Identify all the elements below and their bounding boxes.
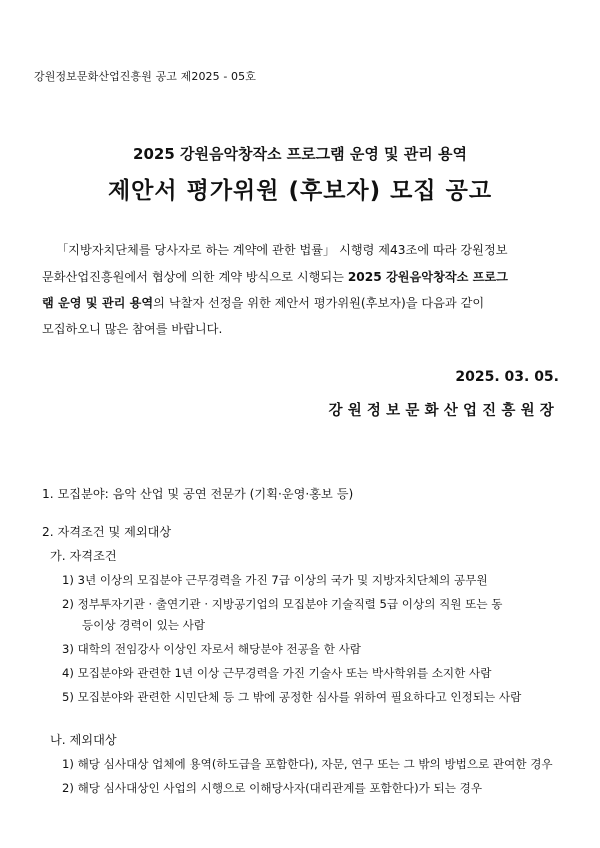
intro-line-1: 「지방자치단체를 당사자로 하는 계약에 관한 법률」 시행령 제43조에 따라 강원정보 (56, 243, 508, 257)
qualification-item-2: 2) 정부투자기관 · 출연기관 · 지방공기업의 모집분야 기술직렬 5급 이상의 직원 또는 동 (62, 597, 503, 611)
intro-line-4: 모집하오니 많은 참여를 바랍니다. (42, 322, 223, 336)
section-2-heading: 2. 자격조건 및 제외대상 (42, 525, 172, 539)
notice-title-line1: 2025 강원음악창작소 프로그램 운영 및 관리 용역 (133, 145, 467, 163)
qualification-item-4: 4) 모집분야와 관련한 1년 이상 근무경력을 가진 기술사 또는 박사학위를 소지한 사람 (62, 666, 492, 680)
intro-line-3-text: 의 낙찰자 선정을 위한 제안서 평가위원(후보자)을 다음과 같이 (153, 296, 485, 310)
subsection-qualifications: 가. 자격조건 (50, 549, 117, 563)
notice-number: 강원정보문화산업진흥원 공고 제2025 - 05호 (34, 70, 256, 83)
qualification-item-3: 3) 대학의 전임강사 이상인 자로서 해당분야 전공을 한 사람 (62, 642, 361, 656)
exclusion-item-1: 1) 해당 심사대상 업체에 용역(하도급을 포함한다), 자문, 연구 또는 그 밖의 방법으로 관여한 경우 (62, 757, 553, 771)
qualification-item-5: 5) 모집분야와 관련한 시민단체 등 그 밖에 공정한 심사를 위하여 필요하다고 인정되는 사람 (62, 690, 522, 704)
intro-line-3-bold: 램 운영 및 관리 용역 (42, 296, 154, 310)
qualification-item-2-cont: 등이상 경력이 있는 사람 (82, 618, 206, 632)
intro-line-2 (42, 268, 562, 285)
notice-date: 2025. 03. 05. (455, 369, 559, 385)
notice-title-line2: 제안서 평가위원 (후보자) 모집 공고 (107, 178, 493, 204)
subsection-exclusions: 나. 제외대상 (50, 733, 117, 747)
intro-line-2-text: 문화산업진흥원에서 협상에 의한 계약 방식으로 시행되는 (42, 270, 348, 284)
exclusion-item-2: 2) 해당 심사대상인 사업의 시행으로 이해당사자(대리관계를 포함한다)가 되는 경우 (62, 781, 483, 795)
intro-line-3 (42, 294, 562, 311)
intro-line-2-bold: 2025 강원음악창작소 프로그 (347, 270, 508, 284)
section-1-recruitment-field: 1. 모집분야: 음악 산업 및 공연 전문가 (기획·운영·홍보 등) (42, 487, 354, 501)
qualification-item-1: 1) 3년 이상의 모집분야 근무경력을 가진 7급 이상의 국가 및 지방자치단체의 공무원 (62, 573, 488, 587)
issuing-organization: 강원정보문화산업진흥원장 (328, 403, 559, 419)
